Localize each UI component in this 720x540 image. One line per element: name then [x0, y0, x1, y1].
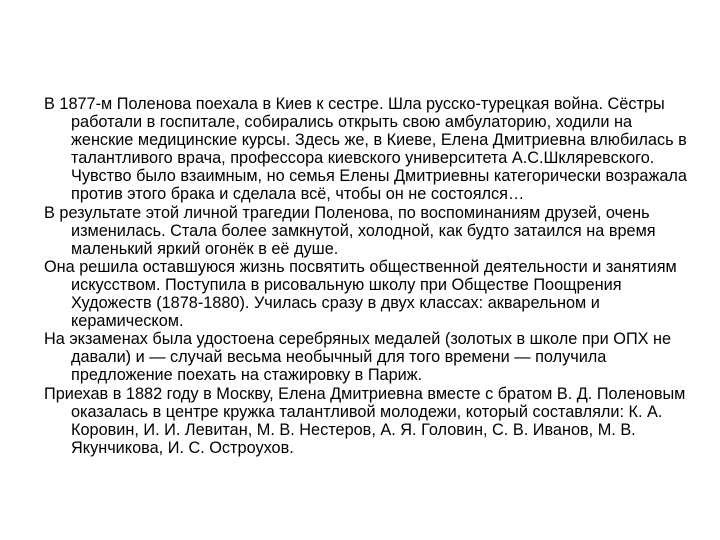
text-block	[44, 95, 694, 457]
paragraph-moscow-circle: Приехав в 1882 году в Москву, Елена Дмитриевна вместе с братом В. Д. Поленовым оказалась в центре кружка талантливой молодежи, который составляли: К. А. Коровин, И. И. Левитан, М. В. Нестеров, А. Я. Головин, С. В. Иванов, М. В. Якунчикова, И. С. Остроухов.	[44, 384, 686, 457]
paragraph-personal-tragedy: В результате этой личной трагедии Поленова, по воспоминаниям друзей, очень изменилась. Стала более замкнутой, холодной, как будто затаился на время маленький яркий огонёк в её душе.	[44, 203, 656, 258]
paragraph-kiev-trip: В 1877-м Поленова поехала в Киев к сестре. Шла русско-турецкая война. Сёстры работали в госпитале, собирались открыть свою амбулаторию, ходили на женские медицинские курсы. Здесь же, в Киеве, Елена Дмитриевна влюбилась в талантливого врача, профессора киевского университета А.С.Шкляревского. Чувство было взаимным, но семья Елены Дмитриевны категорически возражала против этого брака и сделала всё, чтобы он не состоялся…	[44, 95, 687, 204]
paragraph-art-school: Она решила оставшуюся жизнь посвятить общественной деятельности и занятиям искусством. Поступила в рисовальную школу при Обществе Поощрения Художеств (1878-1880). Училась сразу в двух классах: акварельном и керамическом.	[44, 257, 677, 331]
paragraph-exams-medals: На экзаменах была удостоена серебряных медалей (золотых в школе при ОПХ не давали) и — случай весьма необычный для того времени — получила предложение поехать на стажировку в Париж.	[44, 330, 672, 385]
